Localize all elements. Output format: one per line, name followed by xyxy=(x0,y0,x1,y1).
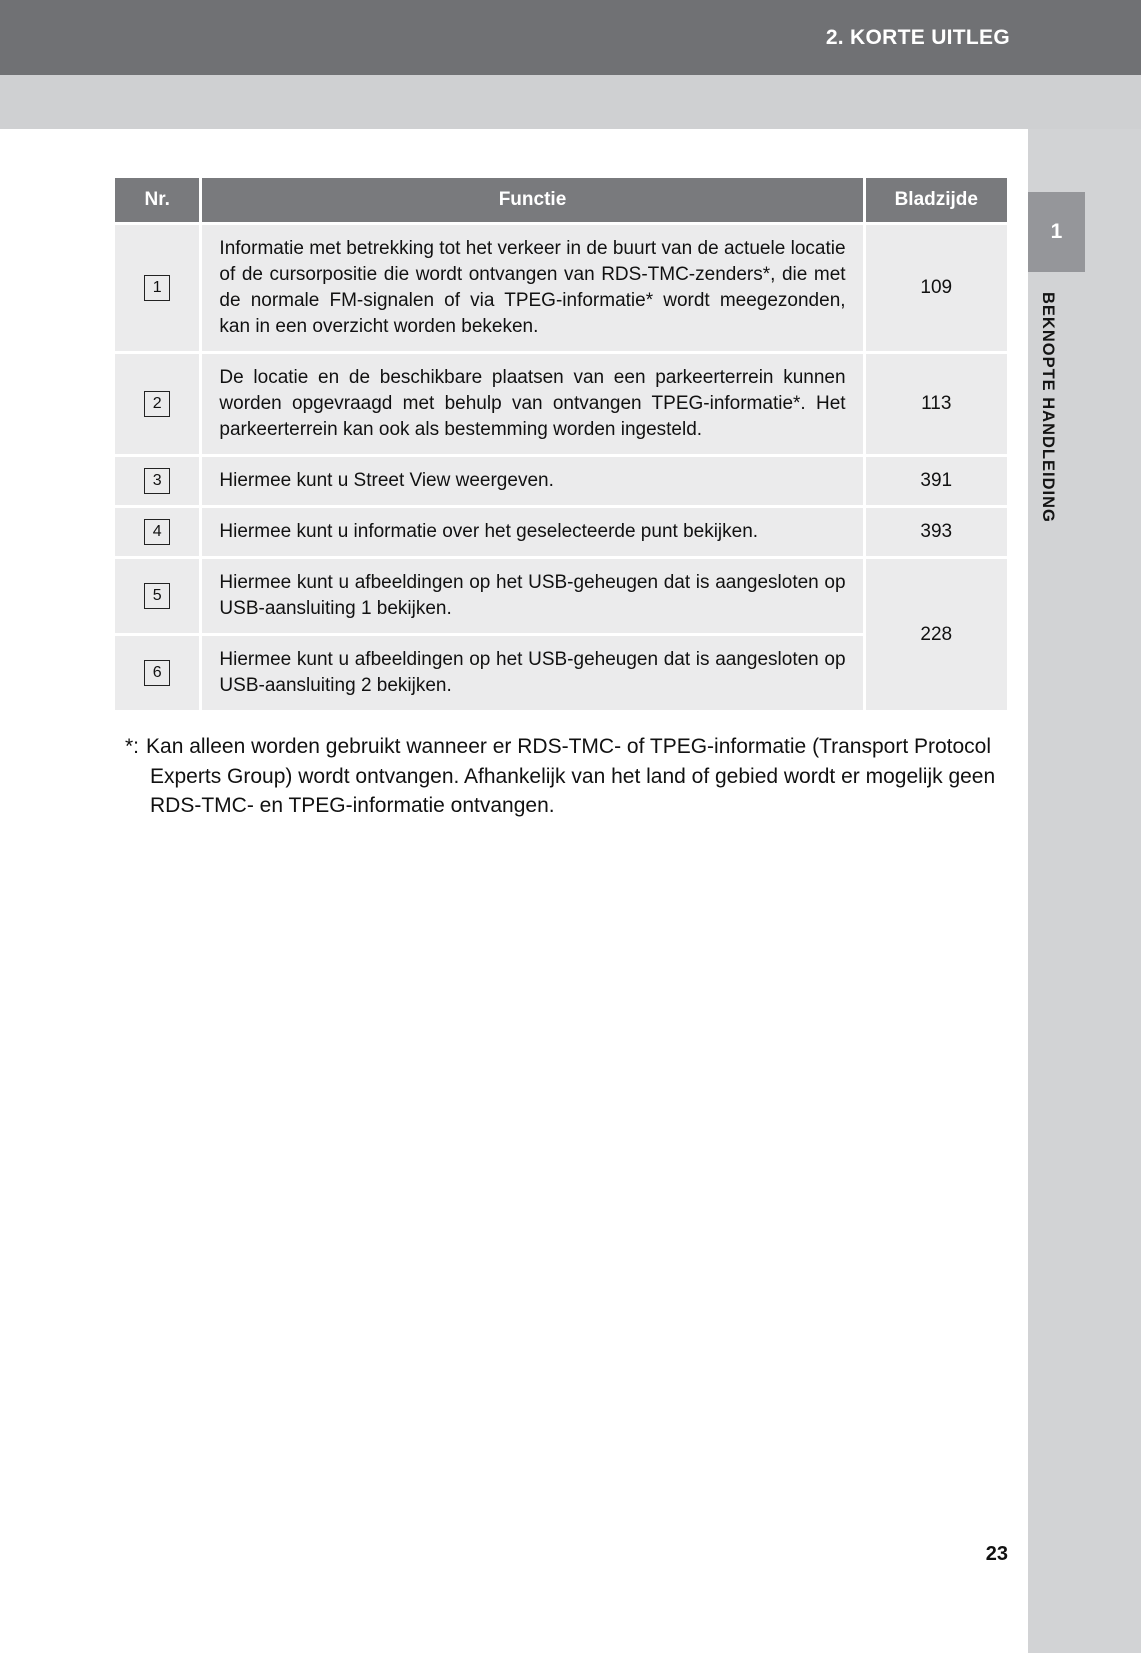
row-number: 5 xyxy=(152,587,162,604)
table-row xyxy=(115,354,1007,454)
row-number: 2 xyxy=(152,395,162,412)
table-header-row xyxy=(115,178,1007,222)
page-ref: 109 xyxy=(866,225,1007,351)
row-number-box xyxy=(144,468,170,494)
function-text: Hiermee kunt u afbeeldingen op het USB-geheugen dat is aangesloten op USB-aansluiting 1 bekijken. xyxy=(202,559,862,633)
row-number-cell xyxy=(115,225,199,351)
table-row xyxy=(115,508,1007,556)
function-text: Hiermee kunt u informatie over het geselecteerde punt bekijken. xyxy=(202,508,862,556)
footnote-marker: *: xyxy=(125,735,140,758)
sidebar-chapter-tab xyxy=(1028,192,1085,272)
page-header-title: 2. KORTE UITLEG xyxy=(825,25,1010,49)
function-text: Hiermee kunt u Street View weergeven. xyxy=(202,457,862,505)
col-header-functie: Functie xyxy=(202,178,862,222)
row-number-box xyxy=(144,275,170,301)
sidebar-chapter-number: 1 xyxy=(1050,220,1063,243)
table-row xyxy=(115,225,1007,351)
row-number-cell xyxy=(115,354,199,454)
function-text: De locatie en de beschikbare plaatsen van een parkeerterrein kunnen worden opgevraagd met behulp van ontvangen TPEG-informatie*. Het parkeerterrein kan ook als bestemming worden ingesteld. xyxy=(202,354,862,454)
row-number: 6 xyxy=(152,664,162,681)
page-ref-merged: 228 xyxy=(866,559,1007,710)
function-text: Informatie met betrekking tot het verkeer in de buurt van de actuele locatie of de cursorpositie die wordt ontvangen van RDS-TMC-zenders*, die met de normale FM-signalen of via TPEG-informatie* wordt meegezonden, kan in een overzicht worden bekeken. xyxy=(202,225,862,351)
row-number-cell xyxy=(115,457,199,505)
table-row xyxy=(115,559,1007,633)
page-header xyxy=(0,0,1141,75)
col-header-nr: Nr. xyxy=(115,178,199,222)
sidebar xyxy=(1028,129,1141,1653)
row-number: 3 xyxy=(152,472,162,489)
row-number-box xyxy=(144,391,170,417)
page-number: 23 xyxy=(985,1543,1008,1565)
footnote-text: Kan alleen worden gebruikt wanneer er RDS-TMC- of TPEG-informatie (Transport Protocol Experts Group) wordt ontvangen. Afhankelijk van het land of gebied wordt er mogelijk geen RDS-TMC- en TPEG-informatie ontvangen. xyxy=(146,735,996,817)
row-number-box xyxy=(144,660,170,686)
row-number-cell xyxy=(115,508,199,556)
row-number: 4 xyxy=(152,523,162,540)
sidebar-vertical-label: BEKNOPTE HANDLEIDING xyxy=(1039,292,1057,523)
row-number-box xyxy=(144,583,170,609)
header-band xyxy=(0,75,1141,129)
functions-table xyxy=(112,175,1010,713)
row-number-cell xyxy=(115,636,199,710)
table-row xyxy=(115,457,1007,505)
col-header-bladzijde: Bladzijde xyxy=(866,178,1007,222)
function-text: Hiermee kunt u afbeeldingen op het USB-geheugen dat is aangesloten op USB-aansluiting 2 bekijken. xyxy=(202,636,862,710)
row-number-box xyxy=(144,519,170,545)
page-ref: 391 xyxy=(866,457,1007,505)
main-content xyxy=(112,175,1010,821)
page-ref: 393 xyxy=(866,508,1007,556)
footnote xyxy=(125,732,1009,821)
row-number: 1 xyxy=(152,279,162,296)
row-number-cell xyxy=(115,559,199,633)
page-ref: 113 xyxy=(866,354,1007,454)
